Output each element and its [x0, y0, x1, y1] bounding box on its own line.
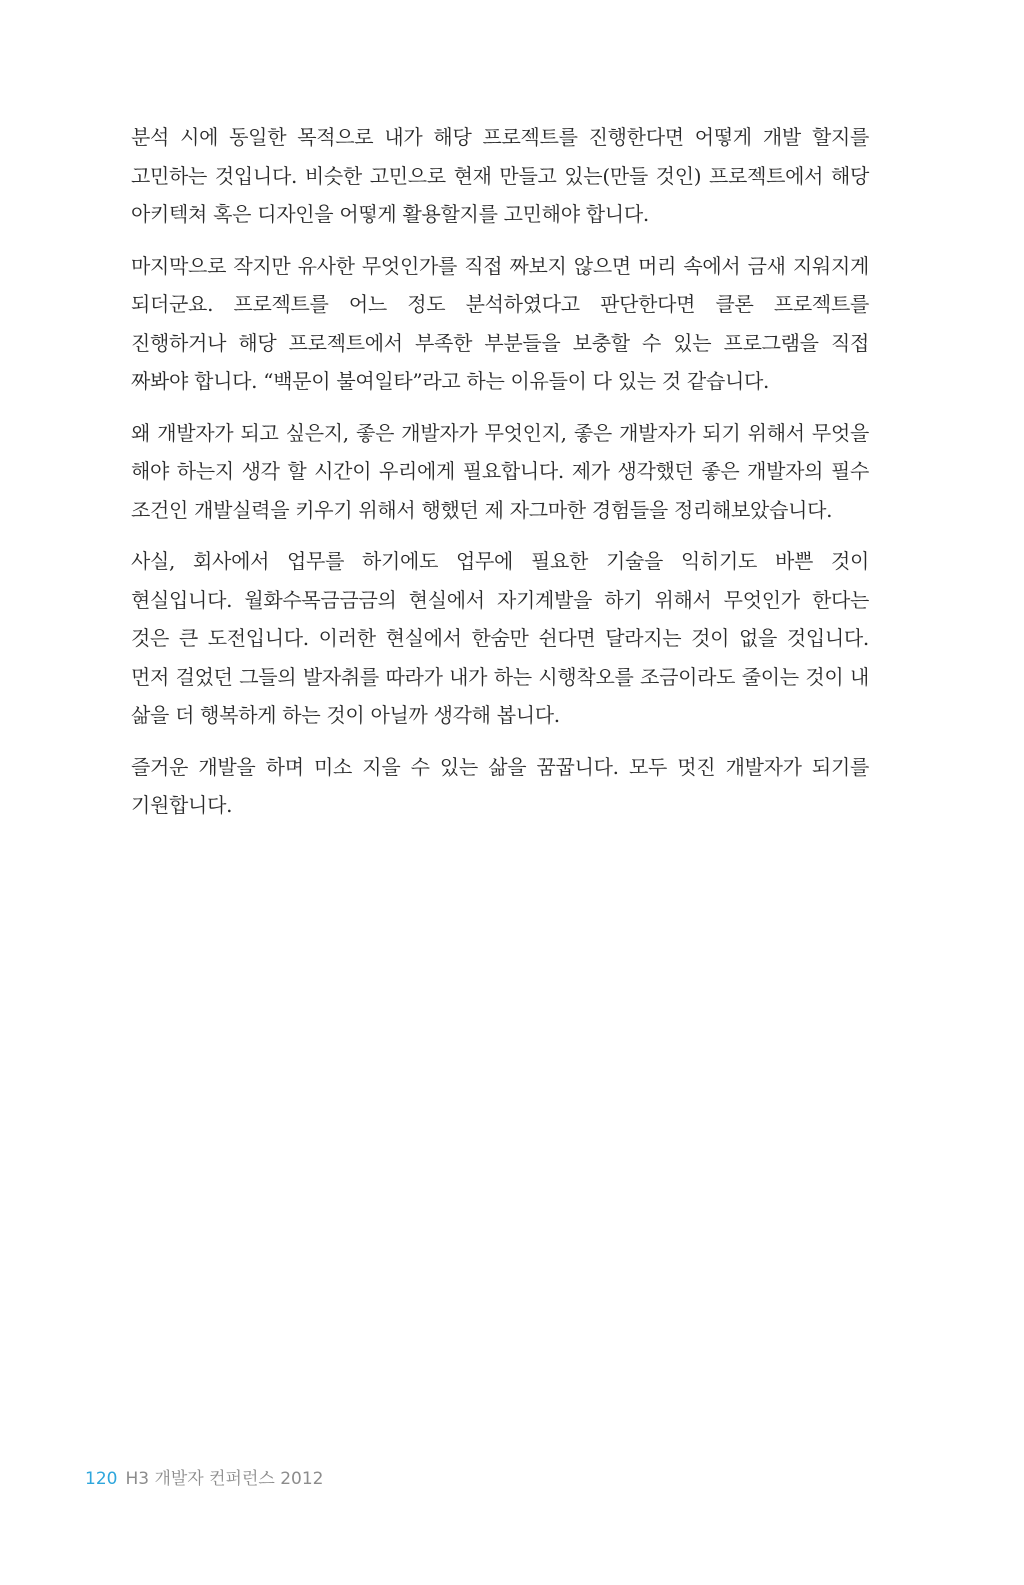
paragraph-2: 마지막으로 작지만 유사한 무엇인가를 직접 짜보지 않으면 머리 속에서 금새 지워지게 되더군요. 프로젝트를 어느 정도 분석하였다고 판단한다면 클론 프로젝트를 진행하거나 해당 프로젝트에서 부족한 부분들을 보충할 수 있는 프로그램을 직접 짜봐야 합니다. “백문이 불여일타”라고 하는 이유들이 다 있는 것 같습니다. [131, 253, 869, 393]
page-number: 120 [85, 1469, 118, 1489]
paragraph-1: 분석 시에 동일한 목적으로 내가 해당 프로젝트를 진행한다면 어떻게 개발 할지를 고민하는 것입니다. 비슷한 고민으로 현재 만들고 있는(만들 것인) 프로젝트에서 해당 아키텍쳐 혹은 디자인을 어떻게 활용할지를 고민해야 합니다. [131, 125, 869, 226]
footer-title: H3 개발자 컨퍼런스 2012 [125, 1469, 324, 1489]
paragraph-4: 사실, 회사에서 업무를 하기에도 업무에 필요한 기술을 익히기도 바쁜 것이 현실입니다. 월화수목금금금의 현실에서 자기계발을 하기 위해서 무엇인가 한다는 것은 큰 도전입니다. 이러한 현실에서 한숨만 쉰다면 달라지는 것이 없을 것입니다. 먼저 걸었던 그들의 발자취를 따라가 내가 하는 시행착오를 조금이라도 줄이는 것이 내 삶을 더 행복하게 하는 것이 아닐까 생각해 봅니다. [131, 549, 869, 727]
page-footer [85, 1467, 323, 1491]
paragraph-3: 왜 개발자가 되고 싶은지, 좋은 개발자가 무엇인지, 좋은 개발자가 되기 위해서 무엇을 해야 하는지 생각 할 시간이 우리에게 필요합니다. 제가 생각했던 좋은 개발자의 필수 조건인 개발실력을 키우기 위해서 행했던 제 자그마한 경험들을 정리해보았습니다. [131, 420, 869, 522]
paragraph-5: 즐거운 개발을 하며 미소 지을 수 있는 삶을 꿈꿉니다. 모두 멋진 개발자가 되기를 기원합니다. [131, 754, 869, 817]
page-body [131, 118, 869, 838]
